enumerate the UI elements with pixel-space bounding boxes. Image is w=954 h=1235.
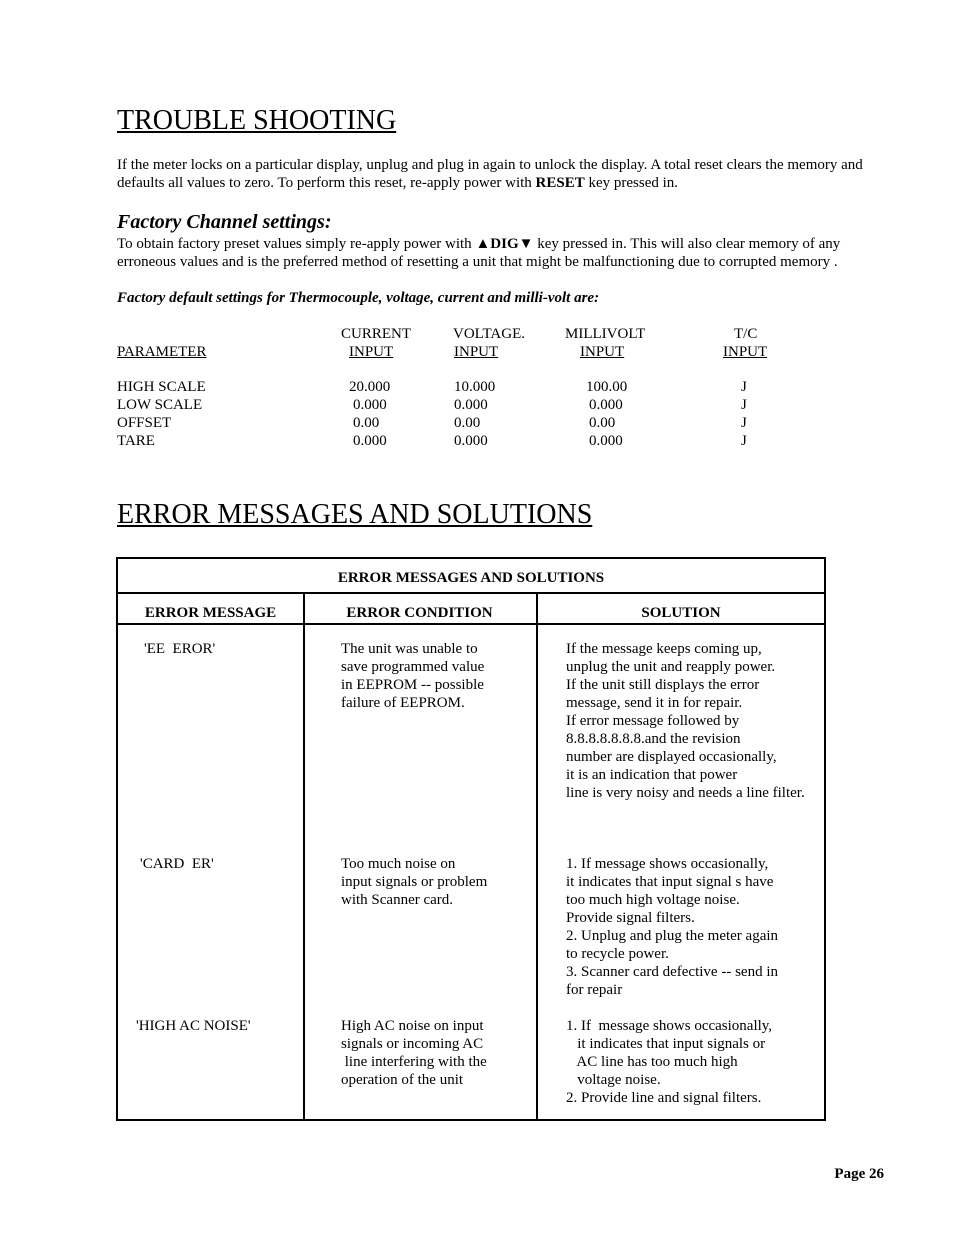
error-condition-cell: The unit was unable to save programmed value in EEPROM -- possible failure of EEPROM. [341, 641, 485, 711]
param-value: J [741, 379, 747, 395]
col-header-voltage: VOLTAGE. [453, 326, 525, 342]
column-divider [536, 592, 538, 1119]
header-error-condition: ERROR CONDITION [346, 605, 493, 621]
param-label: LOW SCALE [117, 397, 203, 413]
section-title-trouble-shooting: TROUBLE SHOOTING [117, 105, 397, 136]
col-subheader-tc: INPUT [723, 344, 768, 360]
error-table-caption: ERROR MESSAGES AND SOLUTIONS [337, 570, 605, 586]
col-header-tc: T/C [734, 326, 758, 342]
intro-text-a: If the meter locks on a particular display, unplug and plug in again to unlock the display. A total reset clears the memory and defaults all values to zero. To perform this reset, re-apply power with [117, 157, 863, 191]
param-value: 0.000 [353, 433, 387, 449]
error-solution-cell: 1. If message shows occasionally, it indicates that input signal s have too much high voltage noise. Provide signal filters. 2. Unplug and plug the meter again to recycle power. 3. Scanner card defective -- send in for repair [566, 856, 779, 998]
col-subheader-voltage: INPUT [454, 344, 499, 360]
intro-text-b: key pressed in. [584, 175, 679, 191]
param-value: J [741, 433, 747, 449]
reset-key-label: RESET [535, 175, 585, 191]
col-subheader-current: INPUT [349, 344, 394, 360]
section-title-error-messages: ERROR MESSAGES AND SOLUTIONS [117, 499, 593, 530]
col-header-millivolt: MILLIVOLT [565, 326, 646, 342]
error-condition-cell: Too much noise on input signals or problem with Scanner card. [341, 856, 488, 908]
param-value: 100.00 [586, 379, 628, 395]
header-solution: SOLUTION [641, 605, 721, 621]
param-label: TARE [117, 433, 155, 449]
error-condition-cell: High AC noise on input signals or incoming AC line interfering with the operation of the unit [341, 1018, 487, 1088]
error-message-cell: 'EE EROR' [144, 641, 216, 657]
page-number: Page 26 [834, 1166, 884, 1182]
param-value: J [741, 415, 747, 431]
col-subheader-millivolt: INPUT [580, 344, 625, 360]
error-table [116, 557, 826, 1121]
error-message-cell: 'CARD ER' [140, 856, 214, 872]
param-value: 0.000 [454, 433, 488, 449]
factory-text-a: To obtain factory preset values simply re-apply power with [117, 236, 476, 252]
table-divider [118, 623, 824, 625]
header-error-message: ERROR MESSAGE [144, 605, 277, 621]
factory-settings-paragraph [117, 235, 882, 271]
param-value: 0.000 [454, 397, 488, 413]
param-header: PARAMETER [117, 344, 207, 360]
arrow-down-icon: ▼ [518, 236, 534, 252]
factory-text-b: key pressed in. This will also clear memory of any erroneous values and is the preferred method of resetting a unit that might be malfunctioning due to corrupted memory . [117, 236, 841, 270]
factory-settings-heading: Factory Channel settings: [117, 211, 332, 233]
dig-key-label: DIG [490, 236, 519, 252]
error-message-cell: 'HIGH AC NOISE' [136, 1018, 251, 1034]
error-solution-cell: 1. If message shows occasionally, it indicates that input signals or AC line has too much high voltage noise. 2. Provide line and signal filters. [566, 1018, 773, 1106]
param-value: 0.000 [353, 397, 387, 413]
param-value: 10.000 [454, 379, 496, 395]
param-value: 0.00 [589, 415, 616, 431]
column-divider [303, 592, 305, 1119]
param-value: J [741, 397, 747, 413]
param-value: 0.00 [353, 415, 380, 431]
param-label: HIGH SCALE [117, 379, 206, 395]
param-value: 0.000 [589, 397, 623, 413]
param-value: 20.000 [349, 379, 391, 395]
factory-defaults-note: Factory default settings for Thermocouple, voltage, current and milli-volt are: [117, 290, 600, 306]
table-divider [118, 592, 824, 594]
trouble-shooting-paragraph [117, 156, 882, 192]
param-label: OFFSET [117, 415, 172, 431]
error-solution-cell: If the message keeps coming up, unplug the unit and reapply power. If the unit still displays the error message, send it in for repair. If error message followed by 8.8.8.8.8.8.8.and the revision number are displayed occasionally, it is an indication that power line is very noisy and needs a line filter. [566, 641, 805, 801]
arrow-up-icon: ▲ [475, 236, 491, 252]
param-value: 0.00 [454, 415, 481, 431]
param-value: 0.000 [589, 433, 623, 449]
col-header-current: CURRENT [341, 326, 412, 342]
